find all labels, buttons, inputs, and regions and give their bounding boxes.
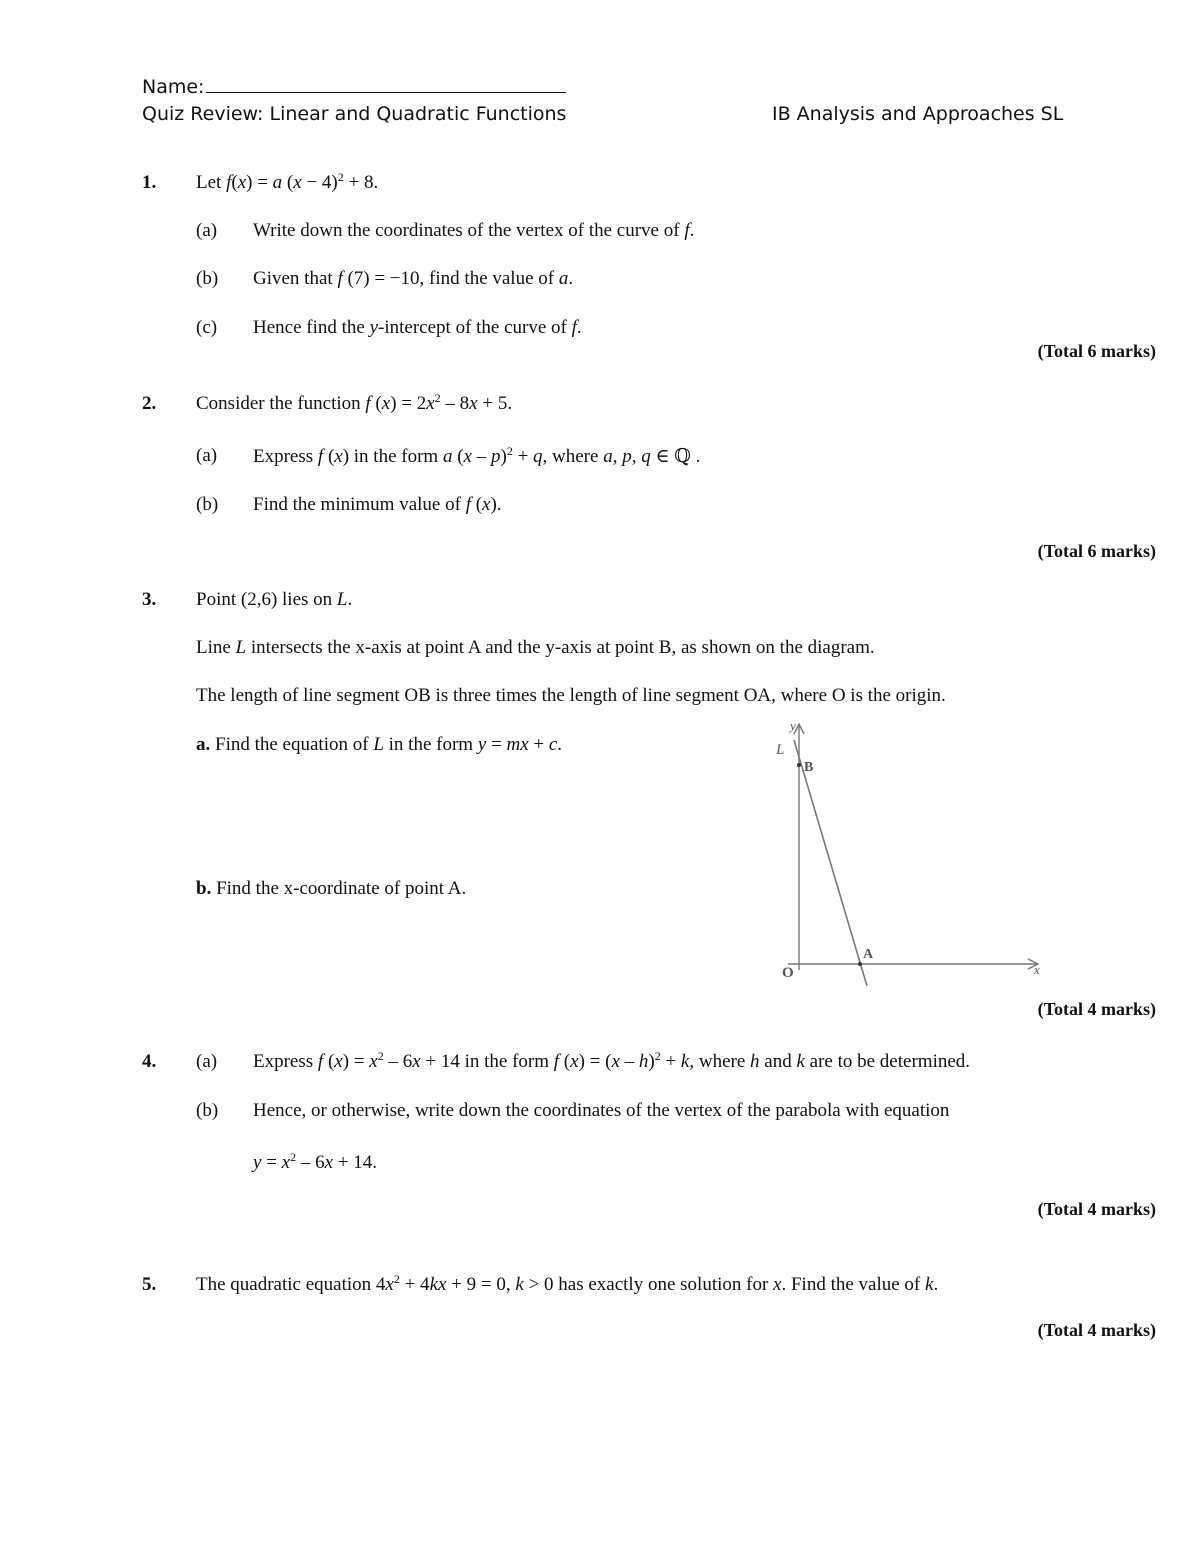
question-3a-label: a. (196, 734, 211, 755)
name-field (142, 74, 566, 98)
question-1b-label: (b) (196, 268, 219, 289)
question-2b-label: (b) (196, 494, 219, 515)
course-name: IB Analysis and Approaches SL (772, 103, 1064, 125)
question-4b-label: (b) (196, 1100, 219, 1121)
point-b-label: B (804, 760, 814, 775)
question-1-total-marks: (Total 6 marks) (1037, 341, 1156, 361)
question-2-total-marks: (Total 6 marks) (1037, 541, 1156, 561)
point-b (797, 763, 801, 767)
question-2a-text: Express f (x) in the form a (x – p)$^2$ + q, where a, p, q ∈ ℚ . (253, 444, 701, 467)
origin-label: O (782, 965, 794, 981)
line-l-diagram (770, 712, 1060, 992)
y-axis-label: y (790, 718, 796, 733)
question-2-stem: Consider the function f $(x) = 2x^2 - 8x + 5$. (196, 391, 513, 414)
question-2b-text: Find the minimum value of f (x). (253, 494, 502, 515)
question-5-text: The quadratic equation $4x^2 + 4kx + 9 = 0$, k > 0 has exactly one solution for x. Find the value of k. (196, 1272, 939, 1295)
question-1c-label: (c) (196, 317, 218, 338)
question-3-number: 3. (142, 589, 157, 610)
question-3b: b. Find the x-coordinate of point A. (196, 878, 467, 899)
question-3-total-marks: (Total 4 marks) (1037, 999, 1156, 1019)
name-blank-line (206, 74, 566, 93)
question-1-number: 1. (142, 172, 157, 193)
question-2a-label: (a) (196, 445, 218, 466)
diagram-svg (770, 712, 1060, 992)
question-1a-text: Write down the coordinates of the vertex of the curve of f. (253, 220, 695, 241)
question-4b-text: Hence, or otherwise, write down the coordinates of the vertex of the parabola with equation (253, 1100, 950, 1121)
question-2-number: 2. (142, 393, 157, 414)
question-1-stem: Let f(x) = a $(x - 4)^2 + 8$. (196, 170, 379, 193)
question-3a: a. Find the equation of L in the form y = mx + c. (196, 734, 563, 755)
question-1a-label: (a) (196, 220, 218, 241)
question-4-total-marks: (Total 4 marks) (1037, 1199, 1156, 1219)
quiz-title: Quiz Review: Linear and Quadratic Functions (142, 103, 567, 125)
point-a-label: A (863, 947, 874, 962)
question-1b-text: Given that f (7) = −10, find the value of a. (253, 268, 574, 289)
question-4b-equation: $y = x^2 - 6x + 14$. (253, 1150, 377, 1173)
line-l-label: L (776, 742, 785, 758)
question-4a-label: (a) (196, 1051, 218, 1072)
question-4a-text: Express f $(x) = x^2 - 6x + 14$ in the form f (x) = (x – h)$^2$ + k, where h and k are to be determined. (253, 1049, 971, 1072)
question-1c-text: Hence find the y-intercept of the curve of f. (253, 317, 582, 338)
question-3-line-1: Point (2,6) lies on L. (196, 589, 353, 610)
line-l (794, 740, 867, 986)
name-label: Name: (142, 76, 205, 98)
question-5-total-marks: (Total 4 marks) (1037, 1320, 1156, 1340)
x-axis-label: x (1034, 962, 1040, 977)
question-5-number: 5. (142, 1274, 157, 1295)
point-a (858, 962, 862, 966)
question-3-line-3: The length of line segment OB is three times the length of line segment OA, where O is the origin. (196, 685, 946, 706)
question-4-number: 4. (142, 1051, 157, 1072)
question-3b-label: b. (196, 878, 212, 899)
question-3-line-2: Line L intersects the x-axis at point A and the y-axis at point B, as shown on the diagram. (196, 637, 875, 658)
